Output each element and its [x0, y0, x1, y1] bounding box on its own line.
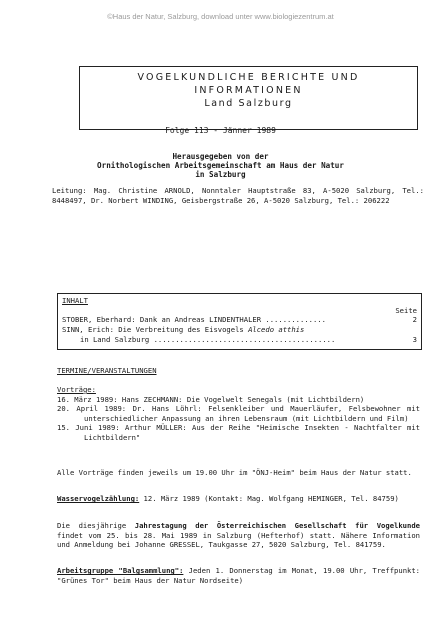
publisher-line-1: Herausgegeben von der: [172, 152, 269, 161]
annual-meeting: Die diesjährige Jahrestagung der Österreichischen Gesellschaft für Vogelkunde findet vom 25. bis 28. Mai 1989 in Salzburg (Hefterhof) statt. Nähere Information und Anmeldung bei Johanne GRESSEL, Taukgasse 27, 5020 Salzburg, Tel. 841759.: [57, 521, 420, 550]
lectures-note: Alle Vorträge finden jeweils um 19.00 Uhr im "ÖNJ-Heim" beim Haus der Natur statt.: [57, 468, 412, 477]
publisher-line-3: in Salzburg: [195, 170, 246, 179]
issue-number: Folge 113 - Jänner 1989: [165, 126, 276, 135]
lecture-item: 20. April 1989: Dr. Hans Löhrl: Felsenkleiber und Mauerläufer, Felsbewohner mit unterschiedlicher Anpassung an ihren Lebensraum (mit Lichtbildern und Film): [57, 404, 420, 423]
contents-page-label: Seite: [395, 306, 417, 315]
lectures-label: Vorträge:: [57, 385, 96, 394]
publisher-line-2: Ornithologischen Arbeitsgemeinschaft am Haus der Natur: [97, 161, 344, 170]
contents-title: INHALT: [62, 296, 88, 305]
events-heading: TERMINE/VERANSTALTUNGEN: [57, 366, 157, 375]
masthead-line-2: INFORMATIONEN: [194, 85, 303, 96]
working-group: Arbeitsgruppe "Balgsammlung": Jeden 1. Donnerstag im Monat, 19.00 Uhr, Treffpunkt: "Grünes Tor" beim Haus der Natur Nordseite): [57, 566, 420, 585]
masthead-box: [79, 66, 418, 130]
lectures-section: [57, 385, 420, 443]
masthead-line-1: VOGELKUNDLICHE BERICHTE UND: [137, 72, 360, 83]
contents-entry-1-page: 2: [412, 315, 417, 324]
contents-entry-2-cont: in Land Salzburg ..........................................: [80, 335, 336, 344]
publisher-block: [0, 152, 441, 179]
watermark: ©Haus der Natur, Salzburg, download unter www.biologiezentrum.at: [107, 12, 334, 21]
contents-box: [57, 293, 422, 350]
waterfowl-count: Wasservogelzählung: 12. März 1989 (Kontakt: Mag. Wolfgang HEMINGER, Tel. 84759): [57, 494, 399, 503]
editors-paragraph: Leitung: Mag. Christine ARNOLD, Nonntaler Hauptstraße 83, A-5020 Salzburg, Tel.: 8448497, Dr. Norbert WINDING, Geisbergstraße 26, A-5020 Salzburg, Tel.: 206222: [52, 186, 424, 205]
contents-entry-1: STOBER, Eberhard: Dank an Andreas LINDENTHALER ..............: [62, 315, 326, 324]
lecture-item: 16. März 1989: Hans ZECHMANN: Die Vogelwelt Senegals (mit Lichtbildern): [57, 394, 365, 404]
lecture-item: 15. Juni 1989: Arthur MÜLLER: Aus der Reihe "Heimische Insekten - Nachtfalter mit Lichtbildern": [57, 423, 420, 442]
contents-entry-2-page: 3: [412, 335, 417, 344]
contents-entry-2: SINN, Erich: Die Verbreitung des Eisvogels Alcedo atthis: [62, 325, 305, 334]
masthead-line-3: Land Salzburg: [204, 98, 293, 109]
